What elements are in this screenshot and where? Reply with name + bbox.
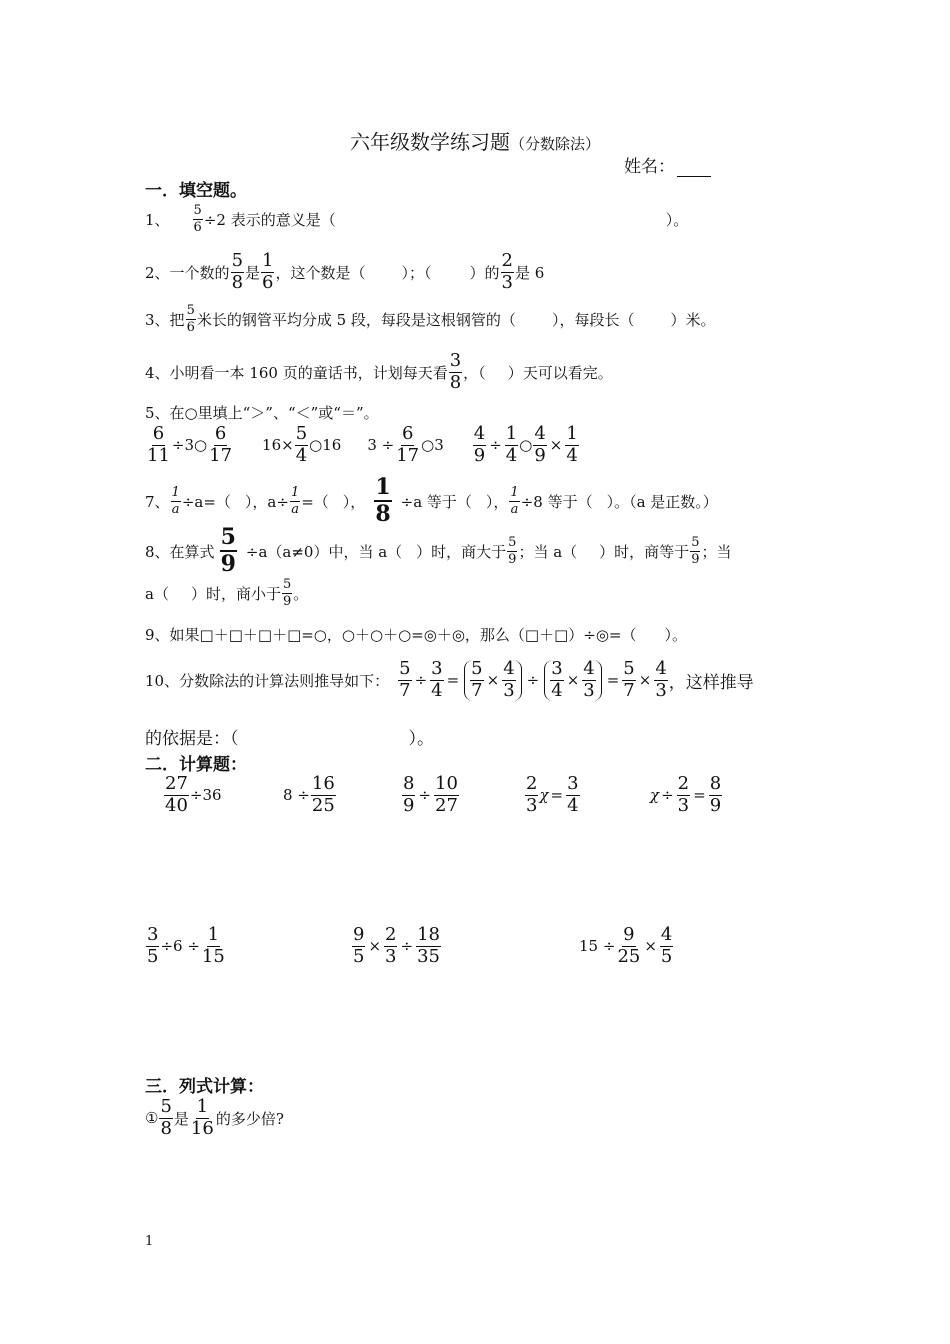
page-title (0, 126, 950, 155)
question-11: ① 5 8 是 1 16 的多少倍? (145, 1096, 284, 1139)
fraction: $\frac{3}{4}$ (431, 658, 443, 701)
calc-6: $\frac{3}{5}$ ÷6 ÷ $\frac{1}{15}$ (147, 924, 225, 967)
fraction: $\frac{27}{40}$ (165, 773, 188, 816)
calc-5: χ ÷ $\frac{2}{3}$ = $\frac{8}{9}$ (650, 773, 722, 816)
fraction: $\frac{4}{9}$ (473, 423, 486, 466)
title-sub: （分数除法） (509, 135, 600, 153)
fraction: 1 16 (190, 1096, 214, 1139)
parenthesis-group: $\frac{5}{7}$ × $\frac{4}{3}$ (464, 660, 521, 701)
question-2: 2、 一个数的 5 8 是 1 6 ，这个数是（ ）；（ ）的 2 3 是 6 (145, 250, 545, 293)
question-8: 8、 在算式 5 9 ÷a（a≠0）中，当 a（ ）时，商大于 5 9 ；当 a（ ）时，商等于 5 9 ；当 (145, 524, 732, 578)
fraction: $\frac{2}{3}$ (385, 924, 397, 967)
question-10-cont: 的依据是：（ ）。 (145, 729, 434, 749)
fraction: $\frac{5}{7}$ (399, 658, 411, 701)
question-4: 4、 小明看一本 160 页的童话书，计划每天看 3 8 ，（ ）天可以看完。 (145, 350, 613, 393)
fraction: $\frac{8}{9}$ (403, 773, 415, 816)
section-2-heading: 二．计算题： (145, 755, 247, 775)
fraction: 5 8 (231, 250, 244, 293)
fraction: $\frac{1}{a}$ (510, 484, 519, 517)
compare-circle[interactable]: ○ (519, 436, 533, 455)
fraction: $\frac{3}{5}$ (147, 924, 159, 967)
question-1: 1、 $\frac{5}{6}$ ÷2 表示的意义是（ ）。 (145, 203, 689, 235)
question-5: 5、 在○里填上“＞”、“＜”或“＝”。 (145, 404, 379, 422)
calc-4: 2 3 χ = $\frac{3}{4}$ (526, 773, 579, 816)
page-number: 1 (145, 1234, 154, 1249)
fraction: $\frac{4}{3}$ (655, 658, 667, 701)
question-10: 10、 分数除法的计算法则推导如下： $\frac{5}{7}$ ÷ $\frac{3}{4}$ = $\frac{5}{7}$ × $\frac{4}{3}$ ÷ $\frac{3}{4}$ × $\frac{4}{3}$ = $\frac{5}{7}$ × $\frac{4}{3}$ ，这样推导 (145, 658, 754, 701)
fraction: 5 9 (220, 524, 236, 578)
question-7: 7、 $\frac{1}{a}$ ÷a=（ ），a÷ $\frac{1}{a}$ =（ ）， 1 8 ÷a 等于（ ）， $\frac{1}{a}$ ÷8 等于（ ）。（a 是正数。） (145, 474, 718, 528)
calc-2: 8 ÷ $\frac{16}{25}$ (283, 773, 335, 816)
fraction: 5 9 (282, 577, 292, 609)
compare-circle[interactable]: ○16 (309, 436, 342, 455)
fraction: 5 9 (508, 534, 517, 567)
compare-circle[interactable]: ○ (194, 436, 208, 455)
fraction: $\frac{18}{35}$ (417, 924, 440, 967)
fraction: $\frac{6}{17}$ (396, 423, 420, 466)
fraction: $\frac{16}{25}$ (311, 773, 335, 816)
fraction: $\frac{5}{4}$ (295, 423, 308, 466)
fraction: 2 3 (501, 250, 513, 293)
fraction: $\frac{1}{a}$ (290, 484, 300, 517)
question-5-comparisons: $\frac{6}{11}$ ÷3 ○ 6 17 16× $\frac{5}{4}$ ○16 3 ÷ $\frac{6}{17}$ ○3 $\frac{4}{9}$ ÷ $\frac{1}{4}$ ○ $\frac{4}{9}$ × $\frac{1}{4}$ (147, 423, 578, 466)
fraction: 1 8 (375, 474, 391, 528)
fraction: $\frac{1}{4}$ (566, 423, 578, 466)
fraction: $\frac{9}{25}$ (617, 924, 641, 967)
fraction: $\frac{8}{9}$ (709, 773, 722, 816)
section-1-heading: 一．填空题。 (145, 181, 247, 201)
fraction: $\frac{1}{a}$ (171, 484, 180, 517)
name-label: 姓名： (624, 157, 675, 177)
parenthesis-group: $\frac{3}{4}$ × $\frac{4}{3}$ (544, 660, 601, 701)
fraction: $\frac{10}{27}$ (435, 773, 458, 816)
fraction: 1 6 (262, 250, 274, 293)
fraction: $\frac{3}{4}$ (551, 658, 563, 701)
fraction: $\frac{2}{3}$ (677, 773, 690, 816)
compare-circle[interactable]: ○3 (421, 436, 444, 455)
fraction: 5 8 (160, 1096, 172, 1139)
fraction: $\frac{4}{5}$ (660, 924, 673, 967)
fraction: $\frac{4}{9}$ (534, 423, 546, 466)
question-8-cont: a（ ）时，商小于 5 9 。 (145, 577, 309, 609)
fraction: $\frac{4}{3}$ (583, 658, 595, 701)
fraction: $\frac{1}{4}$ (505, 423, 518, 466)
question-3: 3、 把 5 6 米长的钢管平均分成 5 段，每段是这根钢管的（ ），每段长（ ）米。 (145, 303, 716, 335)
fraction: 5 9 (691, 534, 700, 567)
fraction: $\frac{4}{3}$ (503, 658, 515, 701)
fraction: 2 3 (526, 773, 538, 816)
calc-1: $\frac{27}{40}$ ÷36 (165, 773, 222, 816)
section-3-heading: 三．列式计算： (145, 1077, 264, 1097)
fraction: $\frac{5}{6}$ (193, 203, 202, 235)
calc-7: $\frac{9}{5}$ × $\frac{2}{3}$ ÷ $\frac{18}{35}$ (353, 924, 440, 967)
fraction: $\frac{5}{7}$ (471, 658, 483, 701)
fraction: $\frac{9}{5}$ (353, 924, 365, 967)
fraction: 3 8 (449, 350, 462, 393)
title-main: 六年级数学练习题 (349, 130, 510, 154)
calc-8: 15 ÷ $\frac{9}{25}$ × $\frac{4}{5}$ (579, 924, 673, 967)
fraction: 6 17 (209, 423, 233, 466)
fraction: $\frac{5}{7}$ (623, 658, 635, 701)
fraction: $\frac{6}{11}$ (147, 423, 170, 466)
name-field[interactable] (624, 152, 711, 177)
fraction: 5 6 (186, 303, 195, 335)
name-blank[interactable] (677, 176, 711, 177)
fraction: $\frac{3}{4}$ (567, 773, 579, 816)
fraction: $\frac{1}{15}$ (201, 924, 225, 967)
question-9: 9、 如果□＋□＋□＋□=○，○＋○＋○=◎＋◎，那么（□＋□）÷◎=（ ）。 (145, 626, 687, 644)
calc-3: $\frac{8}{9}$ ÷ $\frac{10}{27}$ (403, 773, 458, 816)
